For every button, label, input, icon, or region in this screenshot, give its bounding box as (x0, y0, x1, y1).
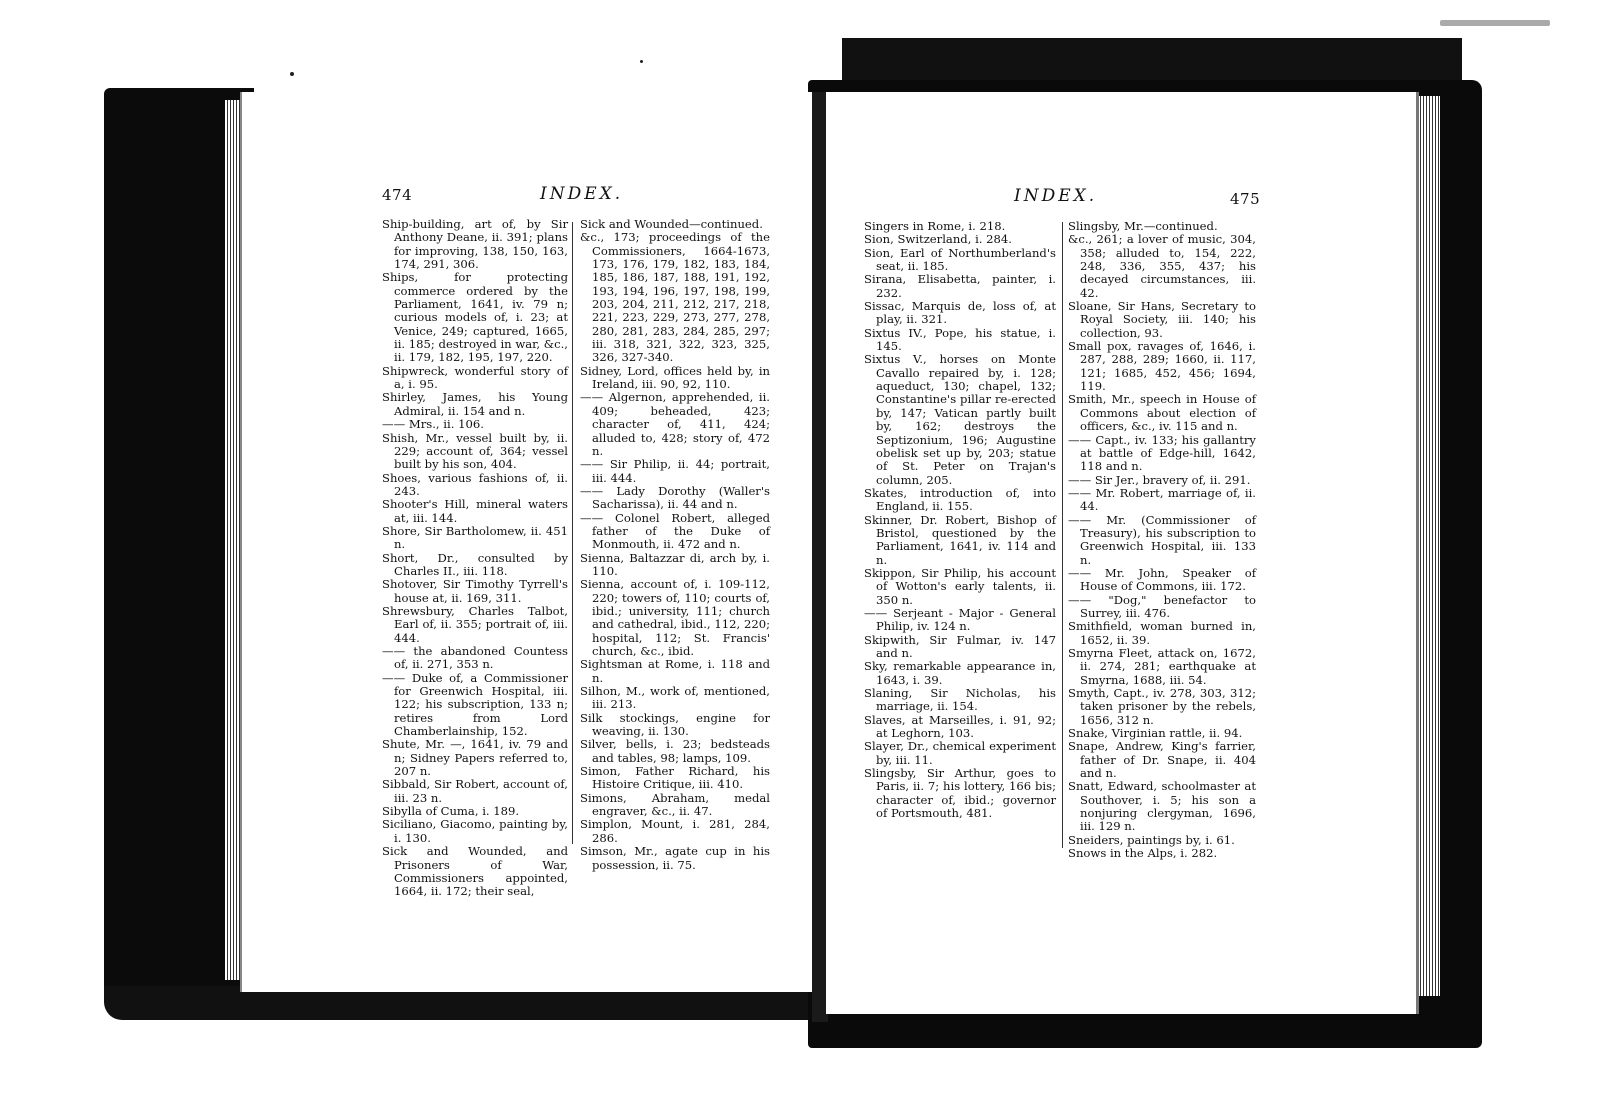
right-page-number: 475 (1230, 190, 1261, 208)
index-entry: Shore, Sir Bartholomew, ii. 451 n. (382, 523, 568, 552)
index-entry: Shute, Mr. —, 1641, iv. 79 and n; Sidney Papers referred to, 207 n. (382, 737, 568, 779)
index-entry: Skinner, Dr. Robert, Bishop of Bristol, questioned by the Parliament, 1641, iv. 114 and n. (864, 512, 1056, 567)
index-entry: —— Lady Dorothy (Waller's Sacharissa), ii. 44 and n. (580, 483, 770, 512)
index-entry: Silver, bells, i. 23; bedsteads and tables, 98; lamps, 109. (580, 737, 770, 765)
index-entry: Shotover, Sir Timothy Tyrrell's house at, ii. 169, 311. (382, 577, 568, 605)
index-entry: Shipwreck, wonderful story of a, i. 95. (382, 363, 568, 392)
index-entry: Silk stockings, engine for weaving, ii. 130. (580, 710, 770, 739)
index-entry: Sixtus IV., Pope, his statue, i. 145. (864, 325, 1056, 354)
index-entry: Skipwith, Sir Fulmar, iv. 147 and n. (864, 632, 1056, 660)
scan-speck (290, 72, 294, 76)
index-entry: &c., 173; proceedings of the Commissioners, 1664-1673, 173, 176, 179, 182, 183, 184, 185, 186, 187, 188, 191, 192, 193, 194, 196, 197, 198, 199, 203, 204, 211, 212, 217, 218, 221, 223, 229, 273, 277, 278, 280, 281, 283, 284, 285, 297; iii. 318, 321, 322, 323, 325, 326, 327-340. (580, 230, 770, 365)
index-entry: Skates, introduction of, into England, ii. 155. (864, 485, 1056, 514)
index-entry: —— the abandoned Countess of, ii. 271, 353 n. (382, 644, 568, 672)
index-entry: —— Mr. Robert, marriage of, ii. 44. (1068, 485, 1256, 514)
left-page-column-1 (382, 218, 568, 899)
index-entry: —— Sir Jer., bravery of, ii. 291. (1068, 472, 1251, 487)
index-entry: Smyth, Capt., iv. 278, 303, 312; taken prisoner by the rebels, 1656, 312 n. (1068, 686, 1256, 727)
index-entry: —— Colonel Robert, alleged father of the Duke of Monmouth, ii. 472 and n. (580, 510, 770, 552)
index-entry: Ship-building, art of, by Sir Anthony Deane, ii. 391; plans for improving, 138, 150, 163, 174, 291, 306. (382, 217, 568, 272)
index-entry: Slingsby, Sir Arthur, goes to Paris, ii. 7; his lottery, 166 bis; character of, ibid.; governor of Portsmouth, 481. (864, 766, 1056, 821)
index-entry: —— Mr. (Commissioner of Treasury), his subscription to Greenwich Hospital, iii. 133 n. (1068, 512, 1256, 567)
index-entry: Snatt, Edward, schoolmaster at Southover, i. 5; his son a nonjuring clergyman, 1696, iii. 129 n. (1068, 779, 1256, 834)
index-entry: Sion, Switzerland, i. 284. (864, 232, 1012, 247)
index-entry: —— "Dog," benefactor to Surrey, iii. 476. (1068, 592, 1256, 620)
right-page-column-2 (1068, 220, 1256, 861)
index-entry: Sneiders, paintings by, i. 61. (1068, 832, 1235, 847)
index-entry: Sloane, Sir Hans, Secretary to Royal Society, iii. 140; his collection, 93. (1068, 299, 1256, 340)
index-entry: —— Sir Philip, ii. 44; portrait, iii. 444. (580, 457, 770, 485)
index-entry: Sightsman at Rome, i. 118 and n. (580, 657, 770, 685)
index-entry: Silhon, M., work of, mentioned, iii. 213. (580, 684, 770, 712)
index-entry: —— Serjeant - Major - General Philip, iv. 124 n. (864, 605, 1056, 634)
page-stack-left (225, 100, 241, 980)
index-entry: &c., 261; a lover of music, 304, 358; alluded to, 154, 222, 248, 336, 355, 437; his decayed circumstances, iii. 42. (1068, 232, 1256, 300)
left-page-number: 474 (382, 186, 413, 204)
index-entry: Small pox, ravages of, 1646, i. 287, 288, 289; 1660, ii. 117, 121; 1685, 452, 456; 1694, 119. (1068, 339, 1256, 394)
index-entry: Snape, Andrew, King's farrier, father of Dr. Snape, ii. 404 and n. (1068, 739, 1256, 781)
index-entry: Smithfield, woman burned in, 1652, ii. 39. (1068, 619, 1256, 647)
left-page-column-2 (580, 218, 770, 872)
index-entry: Shish, Mr., vessel built by, ii. 229; account of, 364; vessel built by his son, 404. (382, 430, 568, 472)
index-entry: Shooter's Hill, mineral waters at, iii. 144. (382, 497, 568, 525)
left-running-head: INDEX. (540, 184, 624, 204)
index-entry: Shirley, James, his Young Admiral, ii. 154 and n. (382, 390, 568, 418)
index-entry: Sibylla of Cuma, i. 189. (382, 804, 520, 819)
index-entry: Sienna, account of, i. 109-112, 220; towers of, 110; courts of, ibid.; university, 111; church and cathedral, ibid., 112, 220; hospital, 112; St. Francis' church, &c., ibid. (580, 577, 770, 658)
column-divider (572, 222, 573, 844)
index-entry: Ships, for protecting commerce ordered by the Parliament, 1641, iv. 79 n; curious models of, i. 23; at Venice, 249; captured, 1665, ii. 185; destroyed in war, &c., ii. 179, 182, 195, 197, 220. (382, 270, 568, 365)
index-entry: Shoes, various fashions of, ii. 243. (382, 470, 568, 498)
index-entry: —— Algernon, apprehended, ii. 409; beheaded, 423; character of, 411, 424; alluded to, 428; story of, 472 n. (580, 390, 770, 458)
index-entry: Sick and Wounded—continued. (580, 217, 763, 231)
scan-speck (1440, 20, 1550, 26)
index-entry: Sissac, Marquis de, loss of, at play, ii. 321. (864, 299, 1056, 327)
index-entry: Smyrna Fleet, attack on, 1672, ii. 274, 281; earthquake at Smyrna, 1688, iii. 54. (1068, 646, 1256, 687)
index-entry: Slingsby, Mr.—continued. (1068, 219, 1218, 233)
index-entry: Sky, remarkable appearance in, 1643, i. 39. (864, 659, 1056, 687)
right-running-head: INDEX. (1014, 186, 1098, 206)
page-stack-right (1418, 96, 1440, 996)
column-divider (1062, 222, 1063, 848)
index-entry: Skippon, Sir Philip, his account of Wotton's early talents, ii. 350 n. (864, 565, 1056, 607)
index-entry: Slaves, at Marseilles, i. 91, 92; at Leghorn, 103. (864, 712, 1056, 741)
index-entry: Sion, Earl of Northumberland's seat, ii. 185. (864, 245, 1056, 274)
index-entry: Short, Dr., consulted by Charles II., iii. 118. (382, 550, 568, 578)
index-entry: Simon, Father Richard, his Histoire Critique, iii. 410. (580, 764, 770, 792)
index-entry: Simson, Mr., agate cup in his possession, ii. 75. (580, 844, 770, 872)
index-entry: —— Mr. John, Speaker of House of Commons, iii. 172. (1068, 565, 1256, 594)
index-entry: Shrewsbury, Charles Talbot, Earl of, ii. 355; portrait of, iii. 444. (382, 603, 568, 645)
index-entry: Slaning, Sir Nicholas, his marriage, ii. 154. (864, 686, 1056, 714)
index-entry: Snake, Virginian rattle, ii. 94. (1068, 726, 1243, 741)
index-entry: Sibbald, Sir Robert, account of, iii. 23 n. (382, 777, 568, 805)
index-entry: Snows in the Alps, i. 282. (1068, 846, 1218, 861)
index-entry: Sidney, Lord, offices held by, in Ireland, iii. 90, 92, 110. (580, 363, 770, 392)
scan-speck (640, 60, 643, 63)
index-entry: Siciliano, Giacomo, painting by, i. 130. (382, 817, 568, 845)
index-entry: Simplon, Mount, i. 281, 284, 286. (580, 817, 770, 845)
index-entry: —— Capt., iv. 133; his gallantry at battle of Edge-hill, 1642, 118 and n. (1068, 432, 1256, 474)
index-entry: Sixtus V., horses on Monte Cavallo repaired by, i. 128; aqueduct, 130; chapel, 132; Constantine's pillar re-erected by, 147; Vatican partly built by, 162; destroys the Septizonium, 196; Augustine obelisk set up by, 203; statue of St. Peter on Trajan's column, 205. (864, 352, 1056, 487)
index-entry: Smith, Mr., speech in House of Commons about election of officers, &c., iv. 115 and n. (1068, 392, 1256, 434)
index-entry: Sirana, Elisabetta, painter, i. 232. (864, 272, 1056, 300)
index-entry: Sienna, Baltazzar di, arch by, i. 110. (580, 550, 770, 578)
index-entry: Slayer, Dr., chemical experiment by, iii. 11. (864, 739, 1056, 767)
index-entry: Singers in Rome, i. 218. (864, 219, 1006, 233)
index-entry: —— Duke of, a Commissioner for Greenwich Hospital, iii. 122; his subscription, 133 n; retires from Lord Chamberlainship, 152. (382, 670, 568, 739)
index-entry: Sick and Wounded, and Prisoners of War, Commissioners appointed, 1664, ii. 172; their seal, (382, 844, 568, 899)
index-entry: Simons, Abraham, medal engraver, &c., ii. 47. (580, 790, 770, 819)
book-cover-top-right (842, 38, 1462, 82)
right-page-column-1 (864, 220, 1056, 820)
index-entry: —— Mrs., ii. 106. (382, 417, 484, 432)
